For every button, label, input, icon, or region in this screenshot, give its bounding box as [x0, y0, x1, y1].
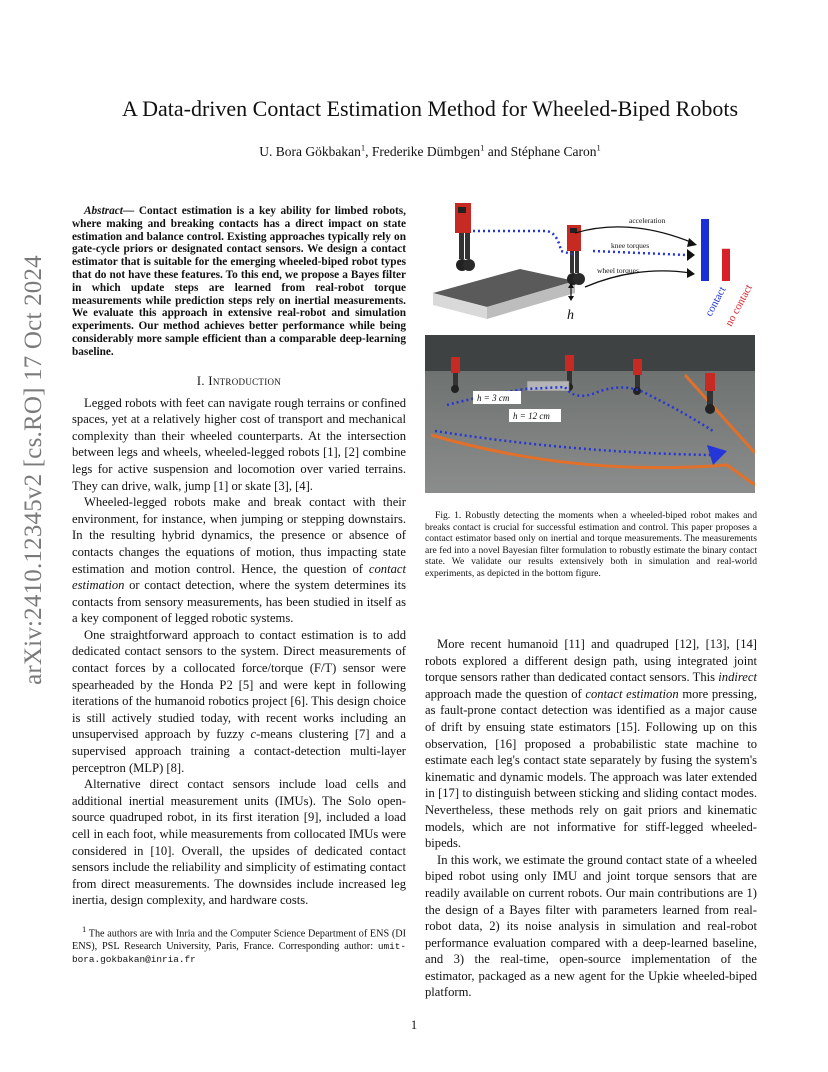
- label-contact: contact: [703, 284, 729, 319]
- figure-top-diagram: [425, 193, 755, 333]
- abstract-dash: —: [122, 205, 139, 217]
- paragraph: In this work, we estimate the ground contact state of a wheeled biped robot using only IMU and joint torque sensors that are readily available on current robots. Our main contributions are 1) the design of a Bayes filter with parameters learned from real-robot data, 2) its noise analysis in simulation and real-robot performance evaluation compared with a deep-learned baseline, and 3) the real-time, open-source implementation of the estimator, packaged as a new agent for the Upkie wheeled-biped platform.: [425, 852, 757, 1000]
- paper-title: A Data-driven Contact Estimation Method for Wheeled-Biped Robots: [121, 96, 739, 121]
- footnote: [72, 923, 406, 967]
- paragraph: Alternative direct contact sensors include load cells and additional inertial measurement units (IMUs). The Solo open-source quadruped robot, in its first iteration [9], included a load cell in each foot, while measurements from collocated IMUs were considered in [10]. Overall, the upsides of dedicated contact sensors include the reliability and simplicity of estimating contact from direct measurements. The downsides include increased leg inertia, design complexity, and hardware costs.: [72, 777, 406, 908]
- author-3: Stéphane Caron: [510, 144, 597, 159]
- affiliation-mark: 1: [360, 142, 366, 153]
- section-number: I.: [196, 373, 209, 388]
- author-1: U. Bora Gökbakan: [259, 144, 361, 159]
- paragraph: One straightforward approach to contact estimation is to add dedicated contact sensors to the system. Direct measurements of contact forces by a collocated force/torque (F/T) sensor were spearheaded by the Honda P2 [5] and were kept in following iterations of the humanoid robotics project [6]. This design choice is still actively studied today, with recent works including an unsupervised approach by fuzzy c-means clustering [7] and a supervised approach training a contact-detection multi-layer perceptron (MLP) [8].: [72, 627, 406, 775]
- label-no-contact: no contact: [723, 282, 755, 329]
- label-acceleration: acceleration: [629, 216, 666, 225]
- affiliation-mark: 1: [480, 142, 485, 153]
- arxiv-identifier-text: arXiv:2410.12345v2 [cs.RO] 17 Oct 2024: [20, 255, 47, 685]
- page-number: 1: [410, 1018, 418, 1032]
- paragraph: More recent humanoid [11] and quadruped [12], [13], [14] robots explored a different design path, using integrated joint torque sensors rather than dedicated contact sensors. This indirect approach made the question of contact estimation more pressing, as fault-prone contact detection was identified as a major cause of drift by ensuing state estimators [15]. Following up on this observation, [16] proposed a probabilistic state machine to estimate each leg's contact state separately by fusing the system's kinematic and dynamic models. The approach was later extended in [17] to distinguish between sticking and sliding contact modes. Nevertheless, these methods rely on gait priors and kinematic models, which are not informative for stiff-legged wheeled-bipeds.: [425, 637, 758, 851]
- author-separator: and: [484, 144, 511, 159]
- trajectory-path: [473, 231, 575, 255]
- figure-1: [425, 193, 755, 493]
- author-list: [70, 144, 790, 160]
- arxiv-identifier: [14, 90, 54, 850]
- right-column: [425, 636, 757, 1001]
- lab-wall: [425, 335, 755, 377]
- bar-no-contact: [722, 249, 730, 281]
- figure-bottom-photo: [425, 335, 755, 493]
- figure-caption: Fig. 1. Robustly detecting the moments when a wheeled-biped robot makes and breaks contact is crucial for successful estimation and control. This paper proposes a contact estimator based only on inertial and torque measurements. The measurements are fed into a novel Bayesian filter formulation to robustly estimate the binary contact state. We validate our results extensively both in simulation and real-world experiments, as depicted in the bottom figure.: [425, 510, 757, 579]
- footnote-text: The authors are with Inria and the Computer Science Department of ENS (DI ENS), PSL Research University, Paris, France. Corresponding author:: [72, 928, 406, 953]
- affiliation-mark: 1: [596, 142, 601, 153]
- author-email: umit-bora.gokbakan@inria.fr: [72, 941, 406, 965]
- height-label: h: [567, 308, 574, 323]
- abstract: [72, 205, 406, 359]
- author-2: Frederike Dümbgen: [371, 144, 481, 159]
- label-knee-torques: knee torques: [611, 241, 650, 250]
- label-h-12cm: h = 12 cm: [513, 411, 550, 421]
- robot-on-platform: [455, 203, 475, 271]
- arrow-knee-torques: [593, 251, 687, 255]
- footnote-mark: 1: [82, 923, 87, 934]
- abstract-text: Contact estimation is a key ability for limbed robots, where making and breaking contacts has a direct impact on state estimation and balance control. Existing approaches typically rely on gate-cycle priors or designated contact sensors. We design a contact estimator that is suitable for the emerging wheeled-biped robot types that do not have these features. To this end, we propose a Bayes filter in which update steps are learned from real-robot torque measurements while prediction steps rely on inertial measurements. We evaluate this approach in extensive real-robot and simulation experiments. Our method achieves better performance while being considerably more sample efficient than a comparable deep-learning baseline.: [72, 205, 406, 358]
- left-column: [72, 205, 406, 967]
- label-h-3cm: h = 3 cm: [477, 393, 510, 403]
- abstract-label: Abstract: [84, 205, 123, 217]
- obstacle-board: [527, 381, 569, 391]
- robot-dropping: [567, 225, 585, 285]
- paragraph: Wheeled-legged robots make and break contact with their environment, for instance, when jumping or stepping downstairs. In the resulting hybrid dynamics, the presence or absence of contacts changes the equations of motion, thus impacting state estimation and motion control. Hence, the question of contact estimation or contact detection, where the system determines its contacts from sensory measurements, has been studied in itself as a key component of legged robotic systems.: [72, 495, 406, 626]
- label-wheel-torques: wheel torques: [597, 266, 639, 275]
- author-separator: ,: [365, 144, 372, 159]
- section-title: Introduction: [208, 372, 282, 388]
- section-heading-introduction: [72, 373, 406, 389]
- paragraph: Legged robots with feet can navigate rough terrains or confined spaces, yet at a relatively higher cost of transport and mechanical complexity than their wheeled counterparts. At the intersection between legs and wheels, wheeled-legged robots [1], [2] combine legs for active suspension and locomotion over varied terrains. They can drive, walk, jump [1] or skate [3], [4].: [72, 395, 406, 493]
- bar-contact: [701, 219, 709, 281]
